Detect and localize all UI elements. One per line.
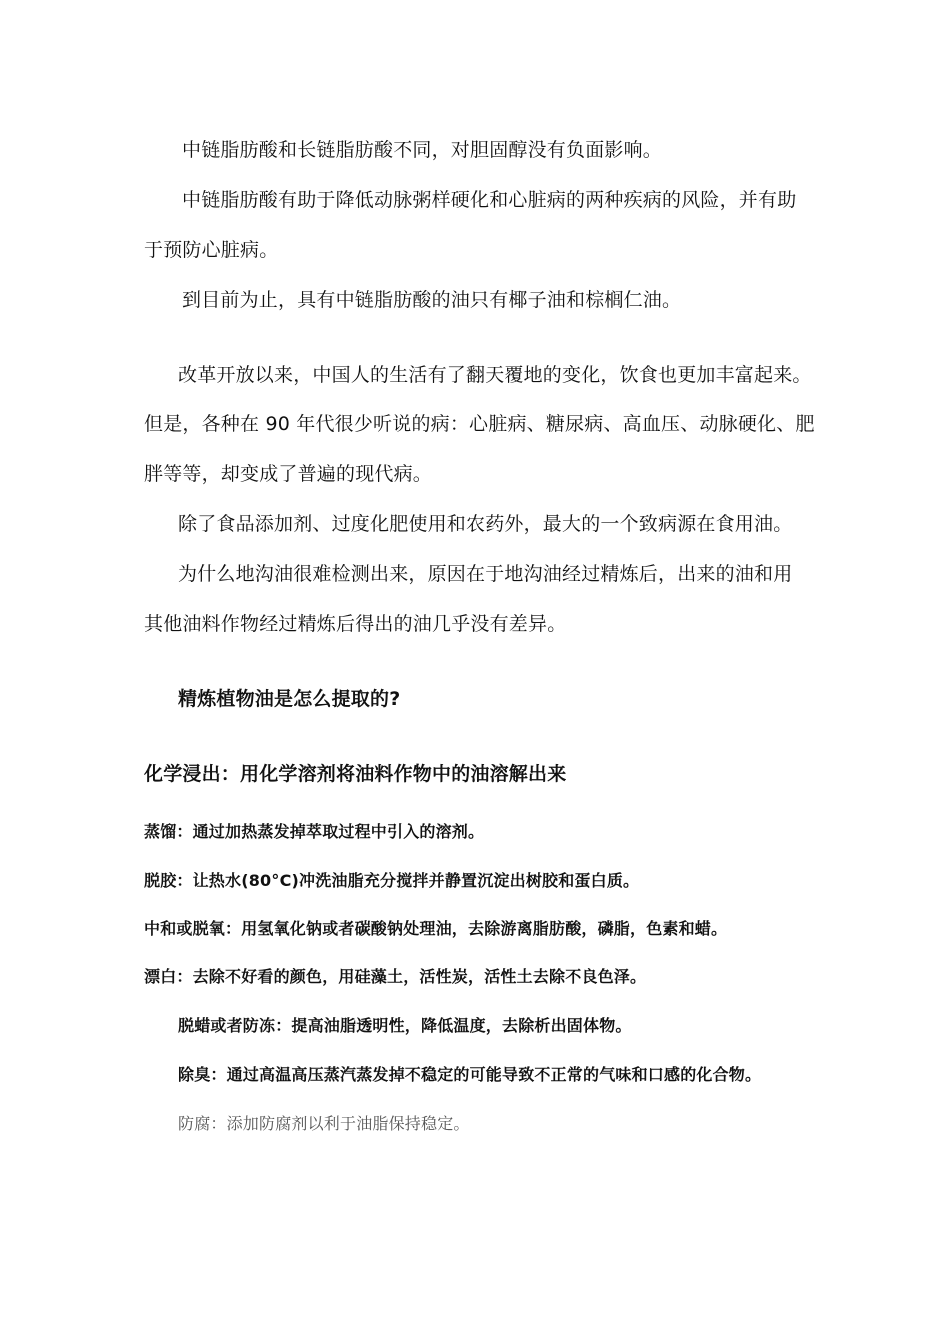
- paragraph-reform-line1: 改革开放以来，中国人的生活有了翻天覆地的变化，饮食也更加丰富起来。: [178, 364, 812, 386]
- step-degumming: 脱胶：让热水(80°C)冲洗油脂充分搅拌并静置沉淀出树胶和蛋白质。: [144, 871, 640, 890]
- step-bleaching: 漂白：去除不好看的颜色，用硅藻土，活性炭，活性土去除不良色泽。: [144, 967, 647, 986]
- paragraph-cooking-oil: 除了食品添加剂、过度化肥使用和农药外，最大的一个致病源在食用油。: [178, 513, 793, 535]
- step-dewaxing: 脱蜡或者防冻：提高油脂透明性，降低温度，去除析出固体物。: [178, 1016, 632, 1035]
- paragraph-mct-heart-line1: 中链脂肪酸有助于降低动脉粥样硬化和心脏病的两种疾病的风险，并有助: [182, 189, 797, 211]
- paragraph-reform-line3: 胖等等，却变成了普遍的现代病。: [144, 463, 433, 485]
- heading-chemical-leaching: 化学浸出：用化学溶剂将油料作物中的油溶解出来: [144, 763, 567, 785]
- paragraph-mct-heart-line2: 于预防心脏病。: [144, 239, 279, 261]
- step-neutralization: 中和或脱氧：用氢氧化钠或者碳酸钠处理油，去除游离脂肪酸，磷脂，色素和蜡。: [144, 919, 728, 938]
- step-preservation: 防腐：添加防腐剂以利于油脂保持稳定。: [178, 1114, 470, 1133]
- heading-extraction-question: 精炼植物油是怎么提取的?: [178, 688, 401, 710]
- paragraph-gutter-oil-line2: 其他油料作物经过精炼后得出的油几乎没有差异。: [144, 613, 567, 635]
- paragraph-reform-line2: 但是，各种在 90 年代很少听说的病：心脏病、糖尿病、高血压、动脉硬化、肥: [144, 413, 815, 435]
- paragraph-mct-cholesterol: 中链脂肪酸和长链脂肪酸不同，对胆固醇没有负面影响。: [182, 139, 663, 161]
- step-distillation: 蒸馏：通过加热蒸发掉萃取过程中引入的溶剂。: [144, 822, 485, 841]
- paragraph-mct-sources: 到目前为止，具有中链脂肪酸的油只有椰子油和棕榈仁油。: [182, 289, 682, 311]
- paragraph-gutter-oil-line1: 为什么地沟油很难检测出来，原因在于地沟油经过精炼后，出来的油和用: [178, 563, 793, 585]
- step-deodorizing: 除臭：通过高温高压蒸汽蒸发掉不稳定的可能导致不正常的气味和口感的化合物。: [178, 1065, 762, 1084]
